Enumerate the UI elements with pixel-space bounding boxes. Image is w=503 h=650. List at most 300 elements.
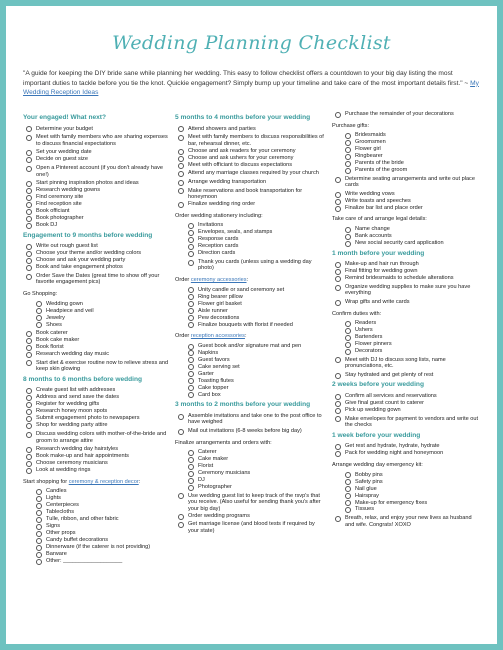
column-1: [23, 111, 173, 565]
checklist-item-label: Get rest and hydrate, hydrate, hydrate: [345, 443, 440, 450]
checkbox-circle-icon[interactable]: [26, 360, 32, 366]
checklist-item: [332, 407, 482, 414]
checkbox-circle-icon[interactable]: [335, 206, 341, 212]
checklist-item: [332, 393, 482, 400]
checkbox-circle-icon[interactable]: [26, 454, 32, 460]
checklist-item-label: Use wedding guest list to keep track of the rsvp's that you receive. (Also useful for sending thank you's after your big day): [188, 492, 321, 512]
checklist-item-label: Discuss wedding colors with mother-of-the-bride and groom to arrange attire: [36, 430, 167, 444]
checklist-item-label: Meet with DJ to discuss song lists, name pronunciations, etc.: [345, 356, 446, 370]
checkbox-circle-icon[interactable]: [36, 538, 42, 544]
checklist-item: [23, 264, 173, 271]
checklist-item: [332, 268, 482, 275]
checklist-item: [23, 401, 173, 408]
checkbox-circle-icon[interactable]: [26, 468, 32, 474]
checklist-item-label: Signs: [46, 523, 60, 530]
checklist-item: [23, 134, 173, 147]
checkbox-circle-icon[interactable]: [188, 294, 194, 300]
checkbox-circle-icon[interactable]: [335, 401, 341, 407]
checkbox-circle-icon[interactable]: [188, 287, 194, 293]
checklist-item-label: Name change: [355, 226, 390, 233]
checklist-item-label: Florist: [198, 463, 214, 470]
checkbox-circle-icon[interactable]: [26, 216, 32, 222]
checkbox-circle-icon[interactable]: [345, 234, 351, 240]
checklist-item: [175, 449, 325, 456]
checkbox-circle-icon[interactable]: [188, 344, 194, 350]
checklist-item-label: Jewelry: [46, 314, 65, 321]
checklist-item: [23, 530, 173, 537]
checklist-item: [23, 194, 173, 201]
sub-heading-text: Go Shopping:: [23, 290, 58, 297]
sub-heading: [23, 479, 173, 486]
checkbox-circle-icon[interactable]: [26, 388, 32, 394]
checklist-item-label: Finalize wedding ring order: [188, 201, 256, 208]
checklist-item-label: Other props: [46, 530, 76, 537]
checklist-item-label: Meet with family members to discuss responsibilities of bar, rehearsal dinner, etc.: [188, 134, 324, 147]
checklist-item: [332, 176, 482, 189]
checklist-item: [23, 488, 173, 495]
checklist-item-label: Choose and ask ushers for your ceremony: [188, 154, 294, 161]
checklist-item-label: Dinnerware (if the caterer is not providing): [46, 544, 151, 551]
checklist-item: [175, 371, 325, 378]
checklist-item-label: Guest book and/or signature mat and pen: [198, 342, 302, 349]
checklist-item: [23, 208, 173, 215]
checkbox-circle-icon[interactable]: [335, 408, 341, 414]
checklist-item: [23, 544, 173, 551]
checklist-item: [23, 446, 173, 453]
checklist-item-label: Make-up and hair run through: [345, 261, 419, 268]
checklist-item: [332, 500, 482, 507]
checklist-item-label: Open a Pinterest account (if you don't already have one!): [36, 164, 164, 178]
checkbox-circle-icon[interactable]: [178, 514, 184, 520]
checklist-item: [23, 387, 173, 394]
checklist-item: [332, 372, 482, 379]
checkbox-circle-icon[interactable]: [36, 301, 42, 307]
checkbox-circle-icon[interactable]: [178, 522, 184, 528]
checkbox-circle-icon[interactable]: [188, 478, 194, 484]
checkbox-circle-icon[interactable]: [26, 331, 32, 337]
checklist-item-label: Find reception site: [36, 201, 82, 208]
checklist-item: [332, 160, 482, 167]
sub-heading: [332, 216, 482, 223]
checklist-item: [175, 179, 325, 186]
checklist-item-label: Meet with family members who are sharing expenses to discuss financial expectations: [36, 134, 168, 147]
checkbox-circle-icon[interactable]: [26, 202, 32, 208]
checklist-item: [332, 341, 482, 348]
checkbox-circle-icon[interactable]: [26, 416, 32, 422]
sub-heading-link[interactable]: reception accessories: [190, 333, 245, 340]
checkbox-circle-icon[interactable]: [188, 450, 194, 456]
checkbox-circle-icon[interactable]: [188, 385, 194, 391]
checkbox-circle-icon[interactable]: [26, 157, 32, 163]
checkbox-circle-icon[interactable]: [36, 489, 42, 495]
checklist-item: [332, 450, 482, 457]
checkbox-circle-icon[interactable]: [36, 531, 42, 537]
checklist-item: [23, 330, 173, 337]
checklist-item-label: Attend showers and parties: [188, 125, 256, 132]
checklist-item-label: Unity candle or sand ceremony set: [198, 286, 285, 293]
checkbox-circle-icon[interactable]: [26, 135, 32, 141]
checkbox-circle-icon[interactable]: [26, 345, 32, 351]
checklist-item: [23, 301, 173, 308]
checkbox-circle-icon[interactable]: [36, 517, 42, 523]
checklist-item-label: Safety pins: [355, 478, 383, 485]
checkbox-circle-icon[interactable]: [188, 350, 194, 356]
checklist-item-label: Start diet & exercise routine now to relieve stress and keep skin glowing: [36, 359, 169, 373]
checklist-item: [23, 315, 173, 322]
checklist-item: [23, 415, 173, 422]
checklist-item: [23, 201, 173, 208]
checklist-item: [175, 364, 325, 371]
checkbox-circle-icon[interactable]: [36, 503, 42, 509]
intro-paragraph: [23, 69, 481, 98]
checklist-item-label: Confirm all services and reservations: [345, 393, 437, 400]
checklist-item-label: Purchase the remainder of your decorations: [345, 111, 454, 117]
checklist-item-label: Bartenders: [355, 334, 383, 341]
checklist-item: [23, 495, 173, 502]
checkbox-circle-icon[interactable]: [188, 357, 194, 363]
checkbox-circle-icon[interactable]: [188, 301, 194, 307]
checkbox-circle-icon[interactable]: [188, 223, 194, 229]
intro-link[interactable]: My Wedding Reception Ideas: [23, 79, 479, 97]
checkbox-circle-icon[interactable]: [26, 423, 32, 429]
checkbox-circle-icon[interactable]: [36, 308, 42, 314]
checkbox-circle-icon[interactable]: [345, 493, 351, 499]
checkbox-circle-icon[interactable]: [345, 147, 351, 153]
checklist-item: [23, 558, 173, 565]
sub-heading: [332, 311, 482, 318]
checkbox-circle-icon[interactable]: [335, 394, 341, 400]
checkbox-circle-icon[interactable]: [26, 402, 32, 408]
checklist-item: [175, 493, 325, 513]
checkbox-circle-icon[interactable]: [188, 457, 194, 463]
checkbox-circle-icon[interactable]: [36, 545, 42, 551]
checkbox-circle-icon[interactable]: [178, 156, 184, 162]
checklist-item: [175, 134, 325, 147]
checkbox-circle-icon[interactable]: [178, 493, 184, 499]
checklist-item-label: Get marriage license (and blood tests if required by your state): [188, 521, 315, 535]
checklist-item-label: Set your wedding date: [36, 149, 92, 156]
checklist-item: [23, 250, 173, 257]
checklist-item-label: Organize wedding supplies to make sure you have everything: [345, 283, 471, 297]
checklist-item: [23, 165, 173, 178]
checkbox-circle-icon[interactable]: [36, 510, 42, 516]
checklist-item: [175, 350, 325, 357]
checklist-item-label: Bobby pins: [355, 471, 383, 478]
checkbox-circle-icon[interactable]: [26, 409, 32, 415]
checklist-item: [175, 287, 325, 294]
checklist-item: [332, 132, 482, 139]
sub-heading-link[interactable]: ceremony & reception decor: [68, 478, 139, 485]
checkbox-circle-icon[interactable]: [188, 364, 194, 370]
checkbox-circle-icon[interactable]: [36, 315, 42, 321]
checkbox-circle-icon[interactable]: [188, 378, 194, 384]
checklist-item: [175, 521, 325, 534]
checkbox-circle-icon[interactable]: [188, 244, 194, 250]
sub-heading-colon: :: [246, 277, 249, 283]
checklist-item: [175, 301, 325, 308]
checkbox-circle-icon[interactable]: [335, 112, 341, 118]
checklist-item-label: Reception cards: [198, 243, 239, 250]
checklist-item-label: Make-up for emergency fixes: [355, 499, 428, 506]
checkbox-circle-icon[interactable]: [36, 524, 42, 530]
checklist-item-label: Make reservations and book transportation for honeymoon: [188, 187, 303, 201]
checklist-item-label: DJ: [198, 477, 205, 484]
checkbox-circle-icon[interactable]: [345, 154, 351, 160]
checklist-item-label: Bank accounts: [355, 233, 392, 240]
checklist-sheet: [6, 6, 497, 644]
checklist-item-label: Book make-up and hair appointments: [36, 453, 129, 460]
checkbox-circle-icon[interactable]: [26, 188, 32, 194]
checklist-item-label: Thank you cards (unless using a wedding day photo): [198, 258, 312, 272]
sub-heading-text: Purchase gifts:: [332, 122, 369, 129]
checkbox-circle-icon[interactable]: [188, 392, 194, 398]
checkbox-circle-icon[interactable]: [26, 126, 32, 132]
checklist-item-label: Pack for wedding night and honeymoon: [345, 450, 444, 457]
checkbox-circle-icon[interactable]: [178, 188, 184, 194]
checklist-item: [175, 428, 325, 435]
checklist-item: [175, 148, 325, 155]
checkbox-circle-icon[interactable]: [335, 357, 341, 363]
checklist-item-label: Wrap gifts and write cards: [345, 298, 410, 305]
checkbox-circle-icon[interactable]: [26, 258, 32, 264]
checkbox-circle-icon[interactable]: [335, 300, 341, 306]
checkbox-circle-icon[interactable]: [335, 192, 341, 198]
checkbox-circle-icon[interactable]: [345, 140, 351, 146]
checkbox-circle-icon[interactable]: [26, 195, 32, 201]
checkbox-circle-icon[interactable]: [178, 171, 184, 177]
checklist-item-label: Write out rough guest list: [36, 243, 98, 250]
checkbox-circle-icon[interactable]: [345, 335, 351, 341]
checklist-item: [23, 360, 173, 373]
checklist-item: [23, 394, 173, 401]
checkbox-circle-icon[interactable]: [345, 507, 351, 513]
checkbox-circle-icon[interactable]: [188, 260, 194, 266]
checkbox-circle-icon[interactable]: [36, 552, 42, 558]
checkbox-circle-icon[interactable]: [26, 432, 32, 438]
checkbox-circle-icon[interactable]: [188, 308, 194, 314]
checklist-item: [332, 167, 482, 174]
checklist-item-label: Tablecloths: [46, 509, 74, 516]
checklist-item: [332, 348, 482, 355]
checkbox-circle-icon[interactable]: [26, 447, 32, 453]
checklist-item: [332, 327, 482, 334]
checklist-item: [332, 493, 482, 500]
checklist-item-label: Register for wedding gifts: [36, 401, 100, 408]
checklist-item: [332, 486, 482, 493]
checklist-item-label: Headpiece and veil: [46, 307, 94, 314]
checkbox-circle-icon[interactable]: [26, 461, 32, 467]
checklist-item: [332, 240, 482, 247]
checkbox-circle-icon[interactable]: [178, 126, 184, 132]
checklist-item-label: Flower girl: [355, 146, 381, 153]
checkbox-circle-icon[interactable]: [345, 133, 351, 139]
checklist-item: [332, 515, 482, 528]
checkbox-circle-icon[interactable]: [26, 352, 32, 358]
checkbox-circle-icon[interactable]: [345, 472, 351, 478]
checklist-item-label: Book officiant: [36, 208, 70, 215]
checklist-item: [332, 357, 482, 370]
checkbox-circle-icon[interactable]: [345, 227, 351, 233]
checkbox-circle-icon[interactable]: [188, 464, 194, 470]
sub-heading-text: Arrange wedding day emergency kit:: [332, 461, 423, 468]
checklist-item-label: Candles: [46, 488, 67, 495]
checklist-item: [175, 229, 325, 236]
checkbox-circle-icon[interactable]: [26, 181, 32, 187]
checkbox-circle-icon[interactable]: [188, 315, 194, 321]
checklist-item: [23, 509, 173, 516]
checkbox-circle-icon[interactable]: [335, 373, 341, 379]
checklist-item-label: Ceremony musicians: [198, 470, 251, 477]
checkbox-circle-icon[interactable]: [36, 322, 42, 328]
checkbox-circle-icon[interactable]: [178, 414, 184, 420]
checkbox-circle-icon[interactable]: [345, 328, 351, 334]
checklist-item: [332, 261, 482, 268]
checklist-item: [332, 191, 482, 198]
checkbox-circle-icon[interactable]: [345, 321, 351, 327]
checklist-item-label: Mail out invitations (6-8 weeks before big day): [188, 427, 302, 434]
checklist-item: [175, 463, 325, 470]
checkbox-circle-icon[interactable]: [345, 486, 351, 492]
checklist-item-label: Other: ___________________: [46, 558, 123, 565]
checkbox-circle-icon[interactable]: [345, 500, 351, 506]
sub-heading: [332, 462, 482, 469]
checkbox-circle-icon[interactable]: [26, 166, 32, 172]
checklist-item-label: Final fitting for wedding gown: [345, 268, 418, 275]
checkbox-circle-icon[interactable]: [26, 244, 32, 250]
checklist-item-label: Ring bearer pillow: [198, 293, 243, 300]
checkbox-circle-icon[interactable]: [335, 444, 341, 450]
checklist-item-label: Bridesmaids: [355, 132, 386, 139]
sub-heading: [175, 333, 325, 340]
checklist-item: [23, 551, 173, 558]
section-heading: Engagement to 9 months before wedding: [23, 231, 153, 239]
checklist-item: [175, 392, 325, 399]
checkbox-circle-icon[interactable]: [178, 429, 184, 435]
checkbox-circle-icon[interactable]: [345, 168, 351, 174]
checklist-item-label: Create guest list with addresses: [36, 387, 116, 394]
checkbox-circle-icon[interactable]: [345, 241, 351, 247]
checkbox-circle-icon[interactable]: [345, 161, 351, 167]
checklist-item: [332, 153, 482, 160]
sub-heading-colon: :: [244, 333, 247, 340]
checklist-item-label: Assemble invitations and take one to the post office to have weighed: [188, 412, 322, 426]
checklist-item: [332, 472, 482, 479]
sub-heading-text: Order wedding stationery including:: [175, 212, 263, 219]
checklist-item: [23, 460, 173, 467]
checklist-item-label: Make envelopes for payment to vendors and write out the checks: [345, 415, 479, 429]
checkbox-circle-icon[interactable]: [26, 251, 32, 257]
checklist-item: [175, 308, 325, 315]
checklist-item: [175, 222, 325, 229]
checkbox-circle-icon[interactable]: [188, 322, 194, 328]
checklist-item: [332, 233, 482, 240]
section-heading: 1 month before your wedding: [332, 249, 425, 257]
checkbox-circle-icon[interactable]: [26, 150, 32, 156]
checklist-item-label: Address and send save the dates: [36, 394, 120, 401]
checklist-item-label: Pew decorations: [198, 314, 240, 321]
checklist-item-label: Decorators: [355, 348, 383, 355]
checkbox-circle-icon[interactable]: [345, 342, 351, 348]
checkbox-circle-icon[interactable]: [345, 349, 351, 355]
checklist-item: [23, 215, 173, 222]
checkbox-circle-icon[interactable]: [178, 149, 184, 155]
checklist-item: [175, 126, 325, 133]
checklist-item: [175, 250, 325, 257]
checklist-item-label: Ushers: [355, 327, 373, 334]
checkbox-circle-icon[interactable]: [335, 416, 341, 422]
checkbox-circle-icon[interactable]: [335, 269, 341, 275]
checkbox-circle-icon[interactable]: [178, 163, 184, 169]
checklist-item-label: Wedding gown: [46, 300, 83, 307]
checkbox-circle-icon[interactable]: [188, 230, 194, 236]
checkbox-circle-icon[interactable]: [345, 479, 351, 485]
checklist-item: [23, 126, 173, 133]
checkbox-circle-icon[interactable]: [178, 202, 184, 208]
checkbox-circle-icon[interactable]: [335, 451, 341, 457]
checkbox-circle-icon[interactable]: [335, 177, 341, 183]
checklist-item-label: Lights: [46, 495, 61, 502]
checkbox-circle-icon[interactable]: [26, 395, 32, 401]
checklist-item: [332, 320, 482, 327]
checklist-item-label: Breath, relax, and enjoy your new lives as husband and wife. Congrats! XOXO: [345, 515, 472, 528]
checkbox-circle-icon[interactable]: [26, 274, 32, 280]
checklist-item-label: Choose ceremony musicians: [36, 460, 108, 467]
checkbox-circle-icon[interactable]: [335, 285, 341, 291]
checkbox-circle-icon[interactable]: [36, 496, 42, 502]
checklist-item: [332, 146, 482, 153]
checklist-item-label: Shop for wedding party attire: [36, 422, 108, 429]
checkbox-circle-icon[interactable]: [335, 262, 341, 268]
checklist-item: [23, 431, 173, 444]
checklist-item-label: Parents of the groom: [355, 167, 408, 174]
checklist-item: [23, 467, 173, 474]
checkbox-circle-icon[interactable]: [188, 371, 194, 377]
checkbox-circle-icon[interactable]: [26, 265, 32, 271]
checkbox-circle-icon[interactable]: [26, 338, 32, 344]
checklist-item: [332, 416, 482, 429]
checkbox-circle-icon[interactable]: [26, 209, 32, 215]
checkbox-circle-icon[interactable]: [335, 276, 341, 282]
checklist-item: [332, 443, 482, 450]
checklist-item: [332, 198, 482, 205]
checklist-item-label: Attend any marriage classes required by your church: [188, 170, 319, 177]
checklist-item-label: Readers: [355, 320, 377, 327]
checkbox-circle-icon[interactable]: [188, 237, 194, 243]
checkbox-circle-icon[interactable]: [188, 485, 194, 491]
checkbox-circle-icon[interactable]: [178, 180, 184, 186]
checkbox-circle-icon[interactable]: [26, 223, 32, 229]
checkbox-circle-icon[interactable]: [335, 516, 341, 522]
checklist-item: [332, 275, 482, 282]
checklist-item: [23, 408, 173, 415]
checklist-item: [175, 378, 325, 385]
sub-heading: [23, 291, 173, 298]
checklist-item-label: Research wedding day music: [36, 351, 110, 358]
checkbox-circle-icon[interactable]: [335, 199, 341, 205]
checklist-item: [23, 180, 173, 187]
sub-heading-text: Start shopping for: [23, 478, 69, 485]
checklist-item: [175, 484, 325, 491]
checkbox-circle-icon[interactable]: [178, 135, 184, 141]
checkbox-circle-icon[interactable]: [36, 559, 42, 565]
checklist-item: [23, 149, 173, 156]
checkbox-circle-icon[interactable]: [188, 251, 194, 257]
checkbox-circle-icon[interactable]: [188, 471, 194, 477]
checklist-item-label: Order wedding programs: [188, 512, 250, 519]
sub-heading-link[interactable]: ceremony accessories: [190, 277, 247, 283]
checklist-item: [175, 170, 325, 177]
checklist-item: [23, 337, 173, 344]
